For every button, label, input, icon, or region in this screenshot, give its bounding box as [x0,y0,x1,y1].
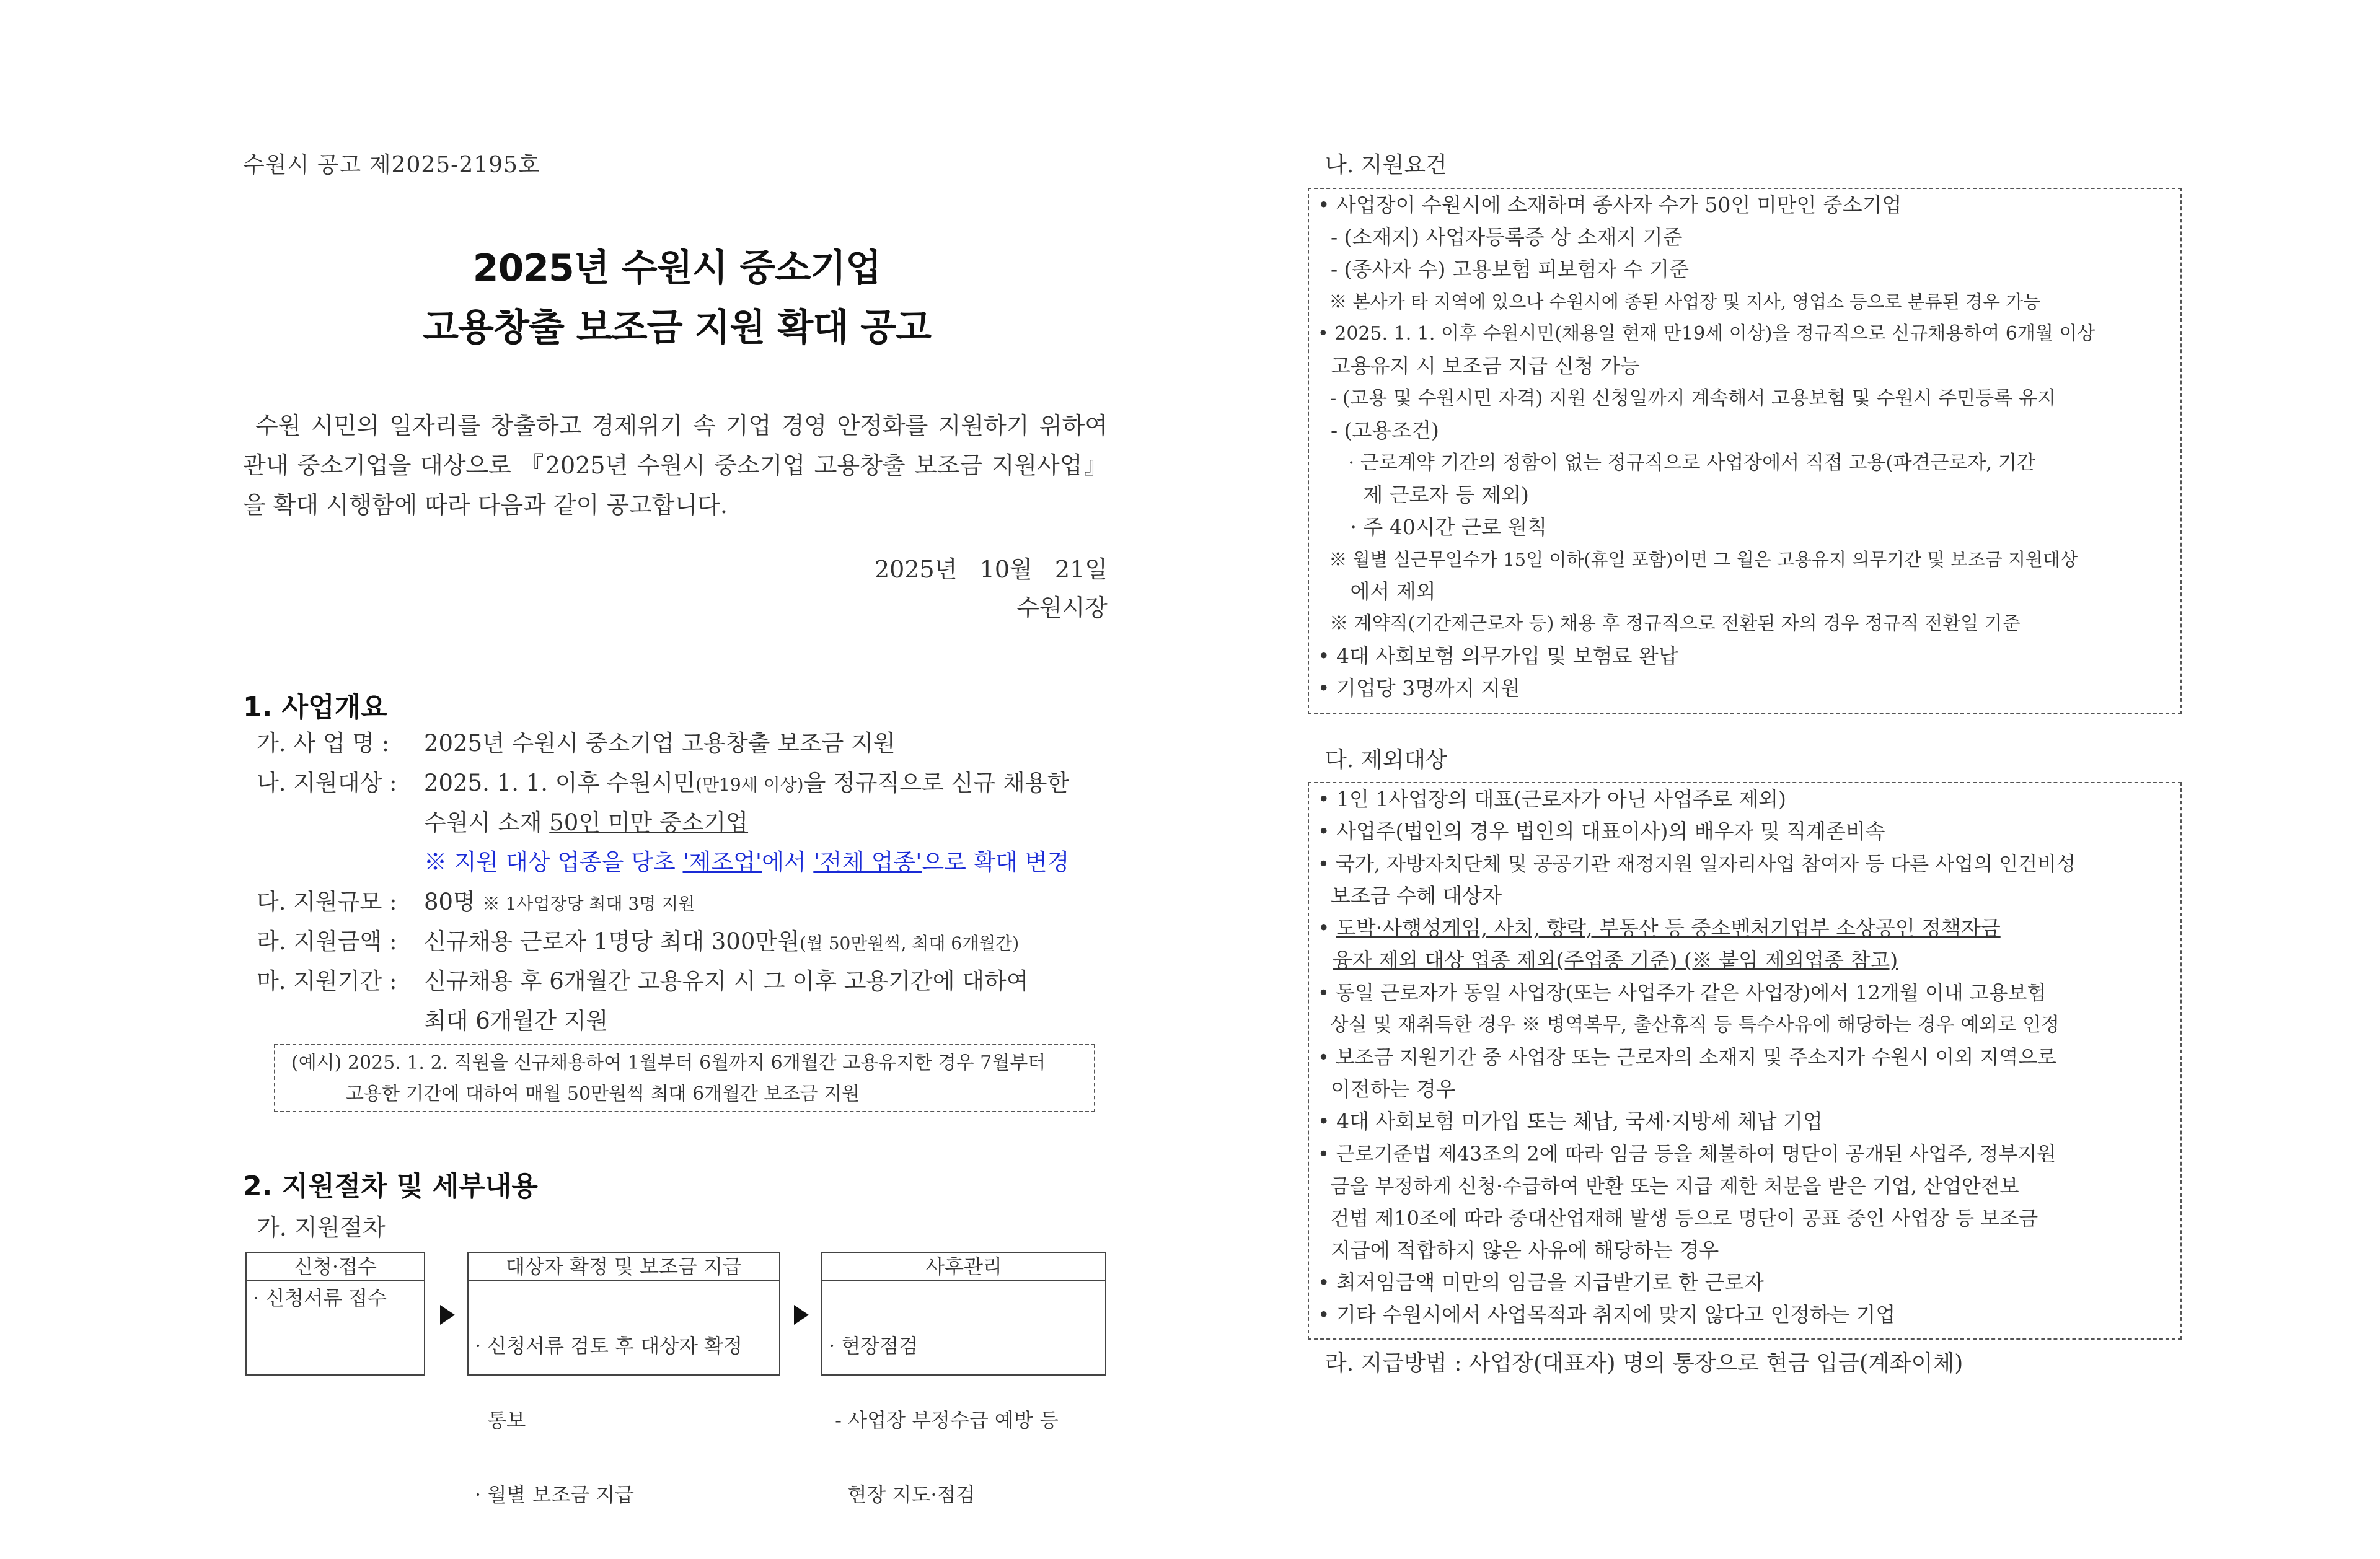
req-line: • 2025. 1. 1. 이후 수원시민(채용일 현재 만19세 이상)을 정규직으로 신규채용하여 6개월 이상 [1318,323,2096,345]
requirements-title: 나. 지원요건 [1325,152,1447,178]
example-box [274,1044,1095,1112]
title-line-1: 2025년 수원시 중소기업 [472,247,881,290]
intro-paragraph: 수원 시민의 일자리를 창출하고 경제위기 속 기업 경영 안정화를 지원하기 위하여 관내 중소기업을 대상으로 『2025년 수원시 중소기업 고용창출 보조금 지원사업』을 확대 시행함에 따라 다음과 같이 공고합니다. [243,412,1108,519]
req-line: - (고용조건) [1318,418,1439,442]
scale-value-wrap [424,882,695,924]
section-2-title: 2. 지원절차 및 세부내용 [243,1170,538,1202]
flow-step-apply-body [247,1281,424,1315]
section-1-title: 1. 사업개요 [243,692,387,723]
requirements-box [1308,188,2182,714]
flow-step-followup [821,1252,1106,1506]
flow-step-confirm-line-1: · 신청서류 검토 후 대상자 확정 [475,1334,743,1358]
amount-note: (월 50만원씩, 최대 6개월간) [799,933,1020,954]
left-column [243,0,1111,1506]
req-line: · 주 40시간 근로 원칙 [1318,515,1548,539]
flow-step-confirm-title: 대상자 확정 및 보조금 지급 [469,1253,779,1281]
amount-value-wrap [424,922,1019,964]
req-line: - (종사자 수) 고용보험 피보험자 수 기준 [1318,257,1689,281]
exc-line: • 근로기준법 제43조의 2에 따라 임금 등을 체불하여 명단이 공개된 사업주, 정부지원 [1318,1142,2056,1166]
exc-blue-text-2: 융자 제외 대상 업종 제외(주업종 기준) (※ 붙임 제외업종 참고) [1333,948,1898,972]
page-title [243,239,1111,358]
procedure-subtitle: 가. 지원절차 [257,1214,386,1241]
req-line: - (소재지) 사업자등록증 상 소재지 기준 [1318,225,1683,249]
exc-line: • 보조금 지원기간 중 사업장 또는 근로자의 소재지 및 주소지가 수원시 이외 지역으로 [1318,1045,2056,1069]
req-line: 제 근로자 등 제외) [1318,483,1529,507]
req-line: • 사업장이 수원시에 소재하며 종사자 수가 50인 미만인 중소기업 [1318,193,1902,217]
flow-step-followup-line-2: - 사업장 부정수급 예방 등 [829,1408,1059,1432]
req-line: - (고용 및 수원시민 자격) 지원 신청일까지 계속해서 고용보험 및 수원시 주민등록 유지 [1318,387,2056,410]
row-project-name [257,724,896,763]
req-line: ※ 월별 실근무일수가 15일 이하(휴일 포함)이면 그 월은 고용유지 의무기간 및 보조금 지원대상 [1318,549,2078,570]
req-line: 고용유지 시 보조금 지급 신청 가능 [1318,354,1640,378]
req-line: · 근로계약 기간의 정함이 없는 정규직으로 사업장에서 직접 고용(파견근로자, 기간 [1318,452,2035,474]
exc-line: • 국가, 자방자치단체 및 공공기관 재정지원 일자리사업 참여자 등 다른 사업의 인건비성 [1318,852,2076,876]
flow-step-confirm-line-3: · 월별 보조금 지급 [475,1483,635,1506]
target-text-2a: 수원시 소재 [424,809,550,836]
target-note-d: '전체 업종' [813,849,922,876]
flow-step-confirm-body [469,1281,779,1559]
exc-line: 이전하는 경우 [1318,1077,1456,1101]
exc-blue-line-2 [1318,944,1898,977]
flow-step-confirm [467,1252,780,1506]
scale-value: 80명 [424,889,475,915]
example-line-2: 고용한 기간에 대하여 매월 50만원씩 최대 6개월간 보조금 지원 [346,1083,860,1105]
flow-step-apply [245,1252,425,1376]
flow-step-followup-line-3: 현장 지도·점검 [829,1483,976,1506]
flow-step-followup-line-1: · 현장점검 [829,1334,918,1358]
exclusions-title: 다. 제외대상 [1325,747,1447,773]
target-value-line-1 [424,763,1069,805]
req-line: • 4대 사회보험 의무가입 및 보험료 완납 [1318,644,1678,668]
req-line: ※ 본사가 타 지역에 있으나 수원시에 종된 사업장 및 지사, 영업소 등으로 분류된 경우 가능 [1318,291,2041,312]
target-label: 나. 지원대상 : [257,770,397,796]
exc-line: 보조금 수혜 대상자 [1318,884,1502,908]
announcement-date: 2025년 10월 21일 [874,556,1108,583]
target-value-line-2 [424,803,748,843]
exc-line: • 동일 근로자가 동일 사업장(또는 사업주가 같은 사업장)에서 12개월 이내 고용보험 [1318,981,2047,1004]
exc-line: • 사업주(법인의 경우 법인의 대표이사)의 배우자 및 직계존비속 [1318,819,1885,843]
flow-step-followup-body [822,1281,1105,1559]
exc-line: • 기타 수원시에서 사업목적과 취지에 맞지 않다고 인정하는 기업 [1318,1302,1896,1327]
period-value-2: 최대 6개월간 지원 [424,1008,609,1034]
scale-label: 다. 지원규모 : [257,889,397,915]
project-name-label: 가. 사 업 명 : [257,730,390,757]
exc-blue-text-1: 도박·사행성게임, 사치, 향락, 부동산 등 중소벤처기업부 소상공인 정책자금 [1336,916,2001,940]
period-value-1: 신규채용 후 6개월간 고용유지 시 그 이후 고용기간에 대하여 [424,968,1029,995]
title-line-2: 고용창출 보조금 지원 확대 공고 [422,306,932,349]
amount-value: 신규채용 근로자 1명당 최대 300만원 [424,928,800,955]
row-target [257,763,1070,803]
exclusions-box [1308,782,2182,1340]
target-note [424,843,1069,882]
issuer: 수원시장 [1016,594,1108,621]
row-period [257,962,1029,1001]
payment-method: 라. 지급방법 : 사업장(대표자) 명의 통장으로 현금 입금(계좌이체) [1325,1351,1963,1376]
example-line-1: (예시) 2025. 1. 2. 직원을 신규채용하여 1월부터 6월까지 6개월간 고용유지한 경우 7월부터 [291,1052,1046,1074]
target-age-note: (만19세 이상) [695,775,804,795]
exc-line: 지급에 적합하지 않은 사유에 해당하는 경우 [1318,1238,1719,1262]
flow-step-apply-title: 신청·접수 [247,1253,424,1281]
target-company-size: 50인 미만 중소기업 [549,809,749,836]
target-note-c: 에서 [762,849,814,876]
req-line: ※ 계약직(기간제근로자 등) 채용 후 정규직으로 전환된 자의 경우 정규직 전환일 기준 [1318,613,2021,635]
right-column [1308,0,2182,1487]
flow-step-confirm-line-2: 통보 [475,1408,526,1432]
flow-step-apply-line: · 신청서류 접수 [253,1286,387,1310]
exc-line: • 최저임금액 미만의 임금을 지급받기로 한 근로자 [1318,1270,1764,1294]
arrow-right-icon [794,1305,809,1325]
scale-note: ※ 1사업장당 최대 3명 지원 [482,894,695,914]
project-name-value: 2025년 수원시 중소기업 고용창출 보조금 지원 [424,730,896,757]
exc-line: 금을 부정하게 신청·수급하여 반환 또는 지급 제한 처분을 받은 기업, 산업안전보 [1318,1174,2019,1198]
req-line: 에서 제외 [1318,579,1436,604]
exc-blue-line-1: • 도박·사행성게임, 사치, 향락, 부동산 등 중소벤처기업부 소상공인 정책자금 [1318,916,2001,940]
exc-line: 건법 제10조에 따라 중대산업재해 발생 등으로 명단이 공표 중인 사업장 등 보조금 [1318,1206,2038,1230]
amount-label: 라. 지원금액 : [257,928,397,955]
row-scale [257,882,695,922]
exc-line: 상실 및 재취득한 경우 ※ 병역복무, 출산휴직 등 특수사유에 해당하는 경우 예외로 인정 [1318,1014,2060,1036]
row-amount [257,922,1020,962]
req-line: • 기업당 3명까지 지원 [1318,676,1520,700]
target-note-e: 으로 확대 변경 [922,849,1070,876]
arrow-right-icon [440,1305,455,1325]
exc-line: • 1인 1사업장의 대표(근로자가 아닌 사업주로 제외) [1318,787,1786,811]
target-note-a: ※ 지원 대상 업종을 당초 [424,849,683,876]
target-text-c: 을 정규직으로 신규 채용한 [803,770,1070,796]
target-text-a: 2025. 1. 1. 이후 수원시민 [424,770,696,796]
notice-number: 수원시 공고 제2025-2195호 [243,152,540,178]
period-label: 마. 지원기간 : [257,968,397,995]
target-note-b: '제조업' [682,849,762,876]
flow-step-followup-title: 사후관리 [822,1253,1105,1281]
exc-line: • 4대 사회보험 미가입 또는 체납, 국세·지방세 체납 기업 [1318,1109,1823,1133]
